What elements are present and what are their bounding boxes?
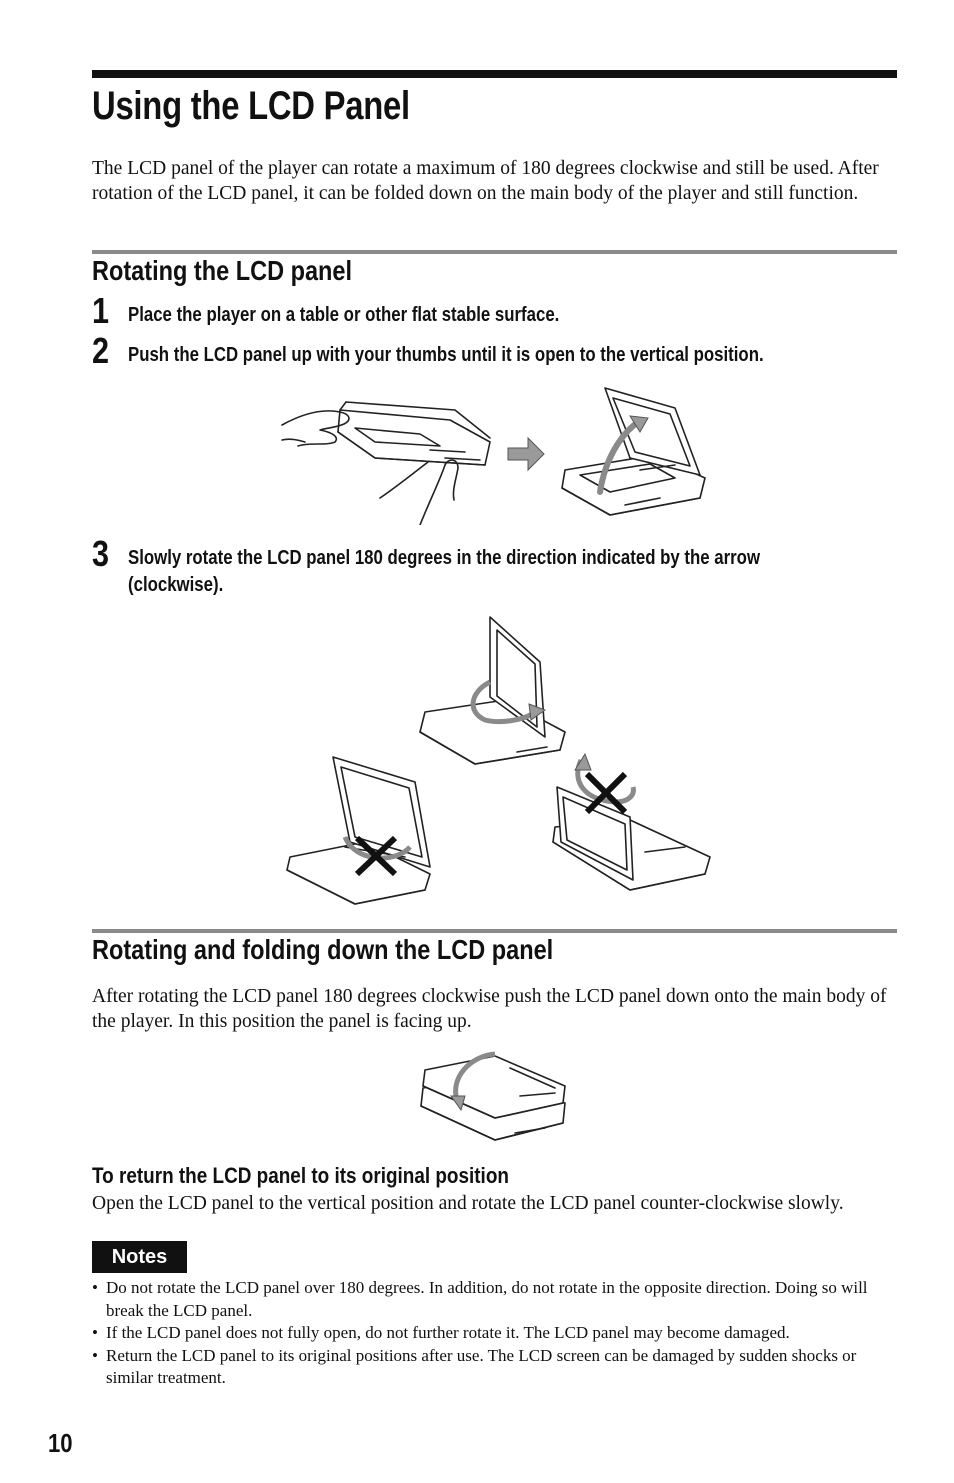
illustration-rotate-panel bbox=[285, 612, 715, 907]
step-text-2: Push the LCD panel up with your thumbs until it is open to the vertical position. bbox=[128, 344, 764, 366]
step-text-1: Place the player on a table or other flat stable surface. bbox=[128, 304, 560, 326]
page-number: 10 bbox=[48, 1428, 73, 1458]
step-number-3: 3 bbox=[92, 533, 110, 574]
note-item: • Return the LCD panel to its original positions after use. The LCD screen can be damaged by sudden shocks or similar treatment. bbox=[92, 1345, 902, 1390]
note-item: • If the LCD panel does not fully open, do not further rotate it. The LCD panel may become damaged. bbox=[92, 1322, 902, 1345]
section-heading-rotating: Rotating the LCD panel bbox=[92, 255, 353, 286]
note-item: • Do not rotate the LCD panel over 180 degrees. In addition, do not rotate in the opposite direction. Doing so will break the LCD panel. bbox=[92, 1277, 902, 1322]
notes-list bbox=[92, 1277, 902, 1390]
top-rule bbox=[92, 70, 897, 78]
page-title: Using the LCD Panel bbox=[92, 84, 410, 128]
illustration-fold-panel bbox=[415, 1048, 575, 1148]
return-paragraph: Open the LCD panel to the vertical position and rotate the LCD panel counter-clockwise slowly. bbox=[92, 1193, 844, 1214]
step-number-1: 1 bbox=[92, 290, 110, 331]
intro-paragraph: The LCD panel of the player can rotate a maximum of 180 degrees clockwise and still be used. After rotation of the LCD panel, it can be folded down on the main body of the player and still function. bbox=[92, 158, 879, 204]
step-text-3: Slowly rotate the LCD panel 180 degrees in the direction indicated by the arrow (clockwise). bbox=[128, 547, 761, 596]
step-number-2: 2 bbox=[92, 330, 110, 371]
notes-badge: Notes bbox=[92, 1241, 187, 1273]
section-heading-folding: Rotating and folding down the LCD panel bbox=[92, 934, 554, 965]
illustration-open-panel bbox=[280, 380, 710, 525]
section-rule-1 bbox=[92, 250, 897, 254]
folding-paragraph: After rotating the LCD panel 180 degrees clockwise push the LCD panel down onto the main body of the player. In this position the panel is facing up. bbox=[92, 986, 887, 1032]
subheading-return: To return the LCD panel to its original position bbox=[92, 1163, 509, 1188]
section-rule-2 bbox=[92, 929, 897, 933]
